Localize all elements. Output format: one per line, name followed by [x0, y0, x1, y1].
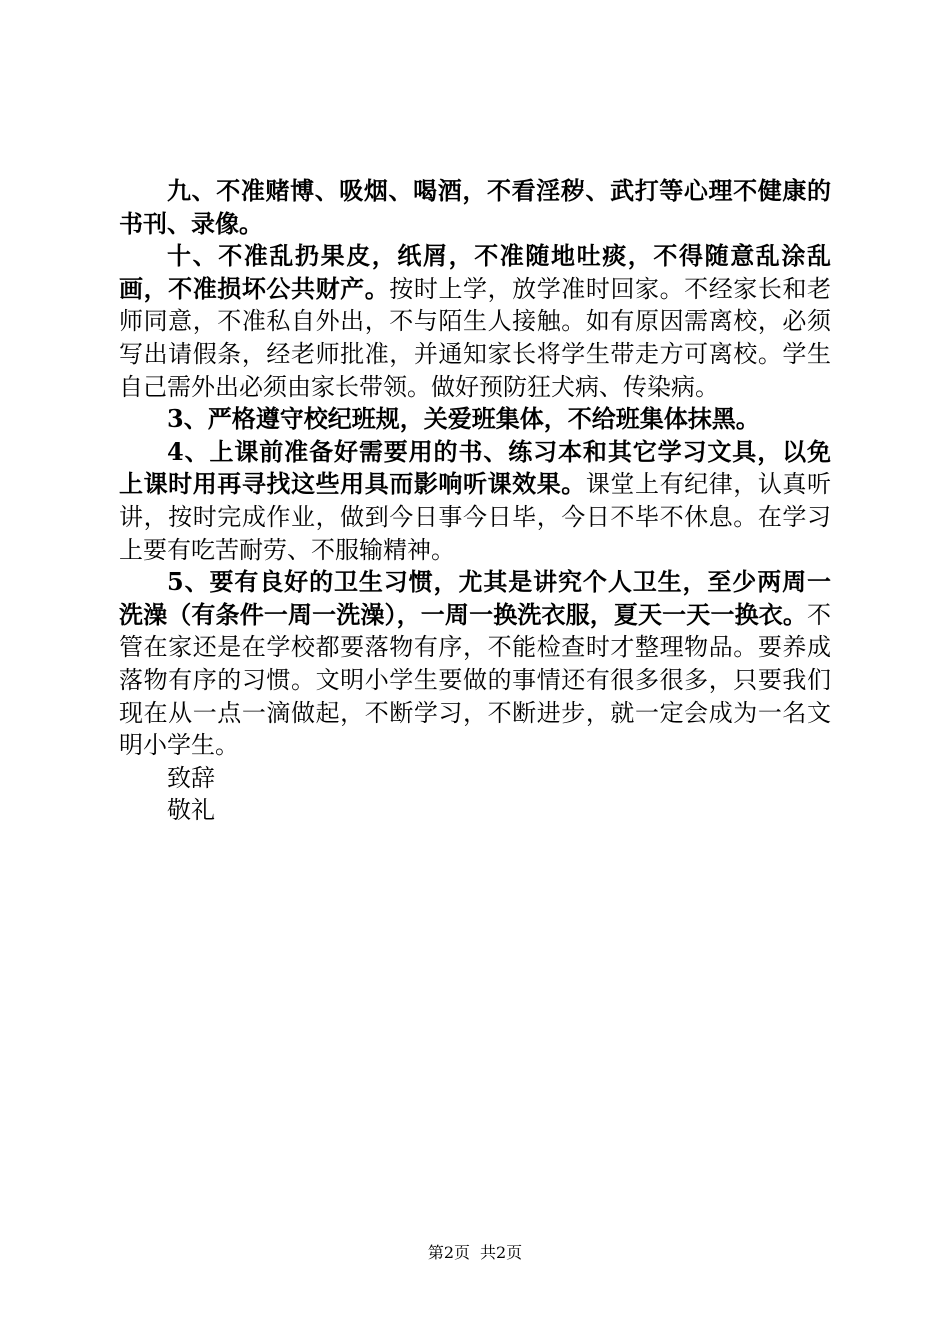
paragraph-bold-text: 九、不准赌博、吸烟、喝酒，不看淫秽、武打等心理不健康的书刊、录像。	[119, 176, 831, 238]
page-number-current: 第2页	[427, 1243, 470, 1262]
paragraph-normal-text: 不管在家还是在学校都要落物有序，不能检查时才整理物品。要养成落物有序的习惯。文明小学生要做的事情还有很多很多，只要我们现在从一点一滴做起，不断学习，不断进步，就一定会成为一名文明小学生。	[119, 600, 831, 760]
page-number-total: 共2页	[480, 1243, 523, 1262]
document-body	[119, 175, 831, 827]
page-footer	[0, 1243, 950, 1263]
paragraph-item-5	[119, 566, 831, 762]
paragraph-item-4	[119, 436, 831, 566]
paragraph-bold-text: 4、上课前准备好需要用的书、练习本和其它学习文具，以免上课时用再寻找这些用具而影响听课效果。	[119, 436, 831, 499]
paragraph-bold-text: 3、严格遵守校纪班规，关爱班集体，不给班集体抹黑。	[167, 404, 760, 434]
closing-line-jingli: 敬礼	[167, 796, 215, 825]
closing-line-zhici: 致辞	[167, 763, 215, 792]
paragraph-normal-text: 按时上学，放学准时回家。不经家长和老师同意，不准私自外出，不与陌生人接触。如有原因需离校，必须写出请假条，经老师批准，并通知家长将学生带走方可离校。学生自己需外出必须由家长带领。做好预防狂犬病、传染病。	[119, 274, 832, 401]
paragraph-bold-text: 十、不准乱扔果皮，纸屑，不准随地吐痰，不得随意乱涂乱画，不准损坏公共财产。	[119, 241, 831, 303]
paragraph-bold-text: 5、要有良好的卫生习惯，尤其是讲究个人卫生，至少两周一洗澡（有条件一周一洗澡），一周一换洗衣服，夏天一天一换衣。	[119, 567, 831, 629]
paragraph-rule-9	[119, 175, 831, 240]
paragraph-rule-10	[119, 240, 831, 403]
paragraph-normal-text: 课堂上有纪律，认真听讲，按时完成作业，做到今日事今日毕，今日不毕不休息。在学习上要有吃苦耐劳、不服输精神。	[119, 470, 832, 564]
paragraph-item-3	[119, 403, 831, 436]
